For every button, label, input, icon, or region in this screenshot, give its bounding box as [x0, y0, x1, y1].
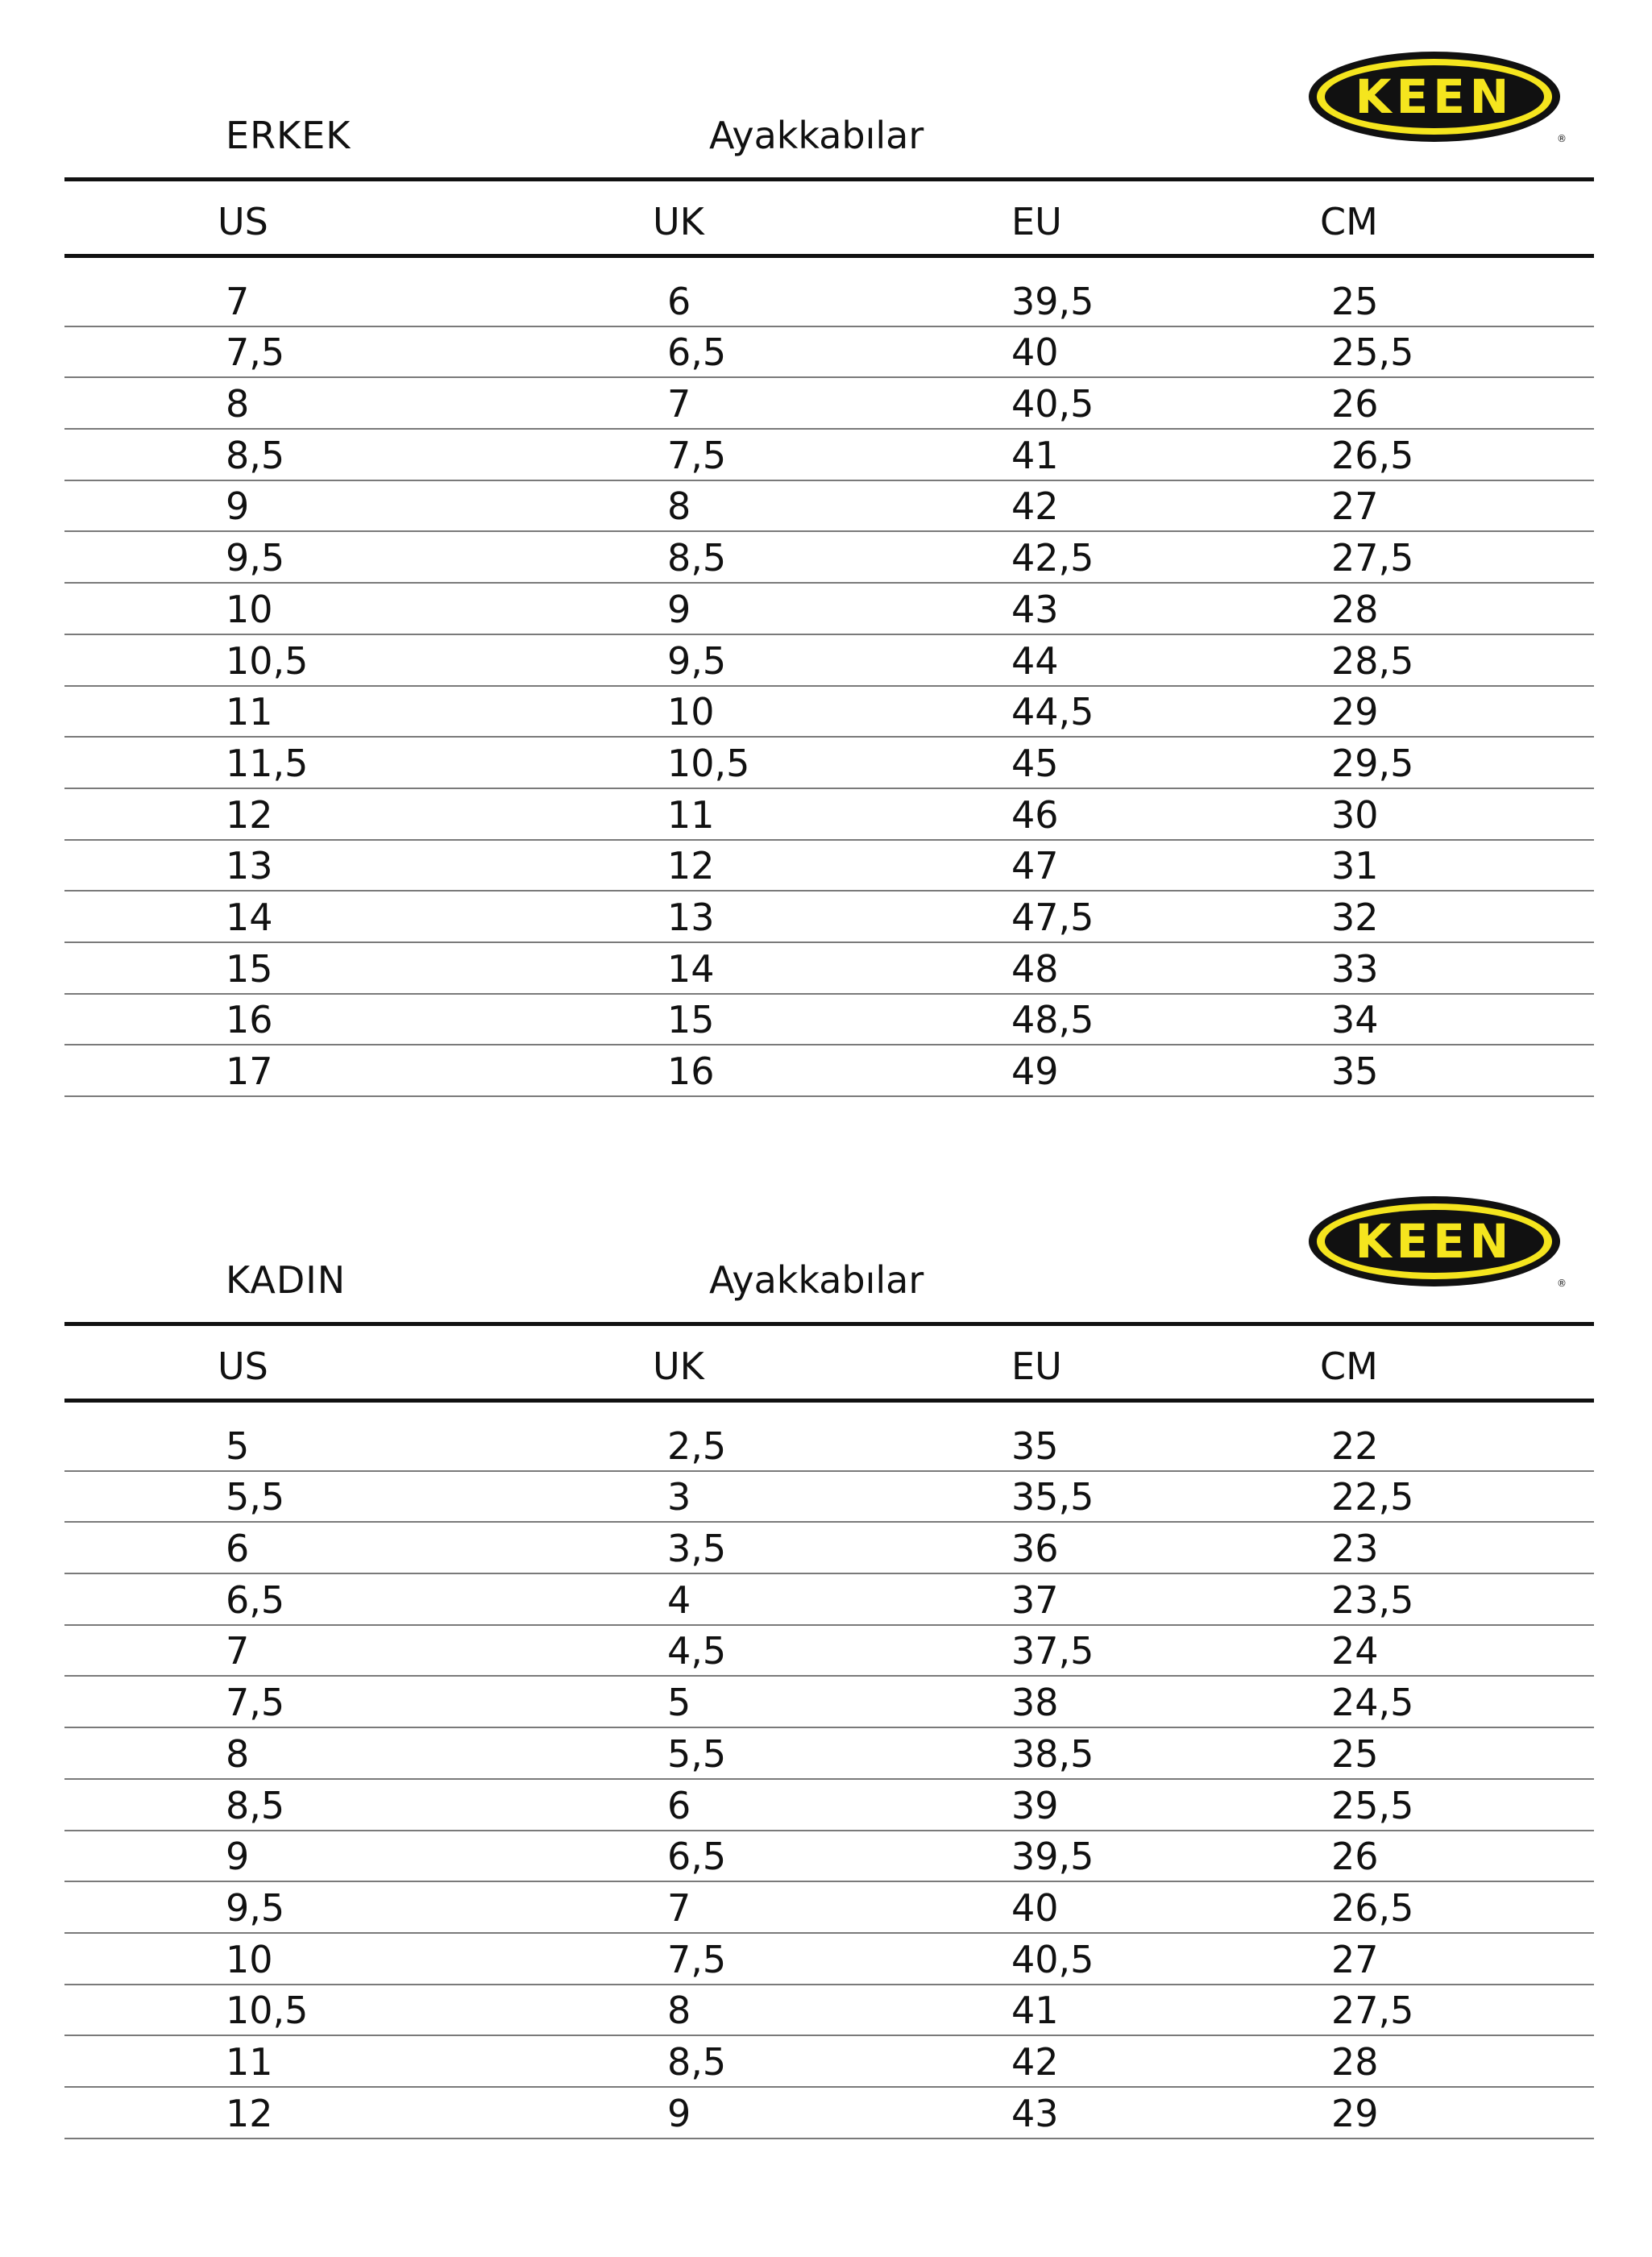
- cell-us: 8,5: [226, 1783, 285, 1827]
- header-us: US: [218, 200, 268, 243]
- cell-cm: 27: [1331, 1937, 1379, 1981]
- table-row: [64, 687, 1594, 738]
- table-row: [64, 1677, 1594, 1728]
- cell-eu: 41: [1011, 433, 1059, 477]
- table-row: [64, 1882, 1594, 1934]
- cell-cm: 23: [1331, 1527, 1379, 1571]
- table-row: [64, 327, 1594, 379]
- table-row: [64, 1045, 1594, 1097]
- cell-eu: 46: [1011, 792, 1059, 837]
- cell-uk: 3,5: [667, 1527, 727, 1571]
- cell-cm: 28: [1331, 2039, 1379, 2084]
- cell-us: 7,5: [226, 1681, 285, 1725]
- table-row: [64, 532, 1594, 584]
- table-row: [64, 635, 1594, 687]
- top-rule: [64, 1322, 1594, 1326]
- table-row: [64, 1472, 1594, 1523]
- cell-cm: 26: [1331, 1835, 1379, 1879]
- cell-eu: 47,5: [1011, 895, 1094, 939]
- table-row: [64, 738, 1594, 789]
- cell-uk: 8: [667, 1989, 691, 2033]
- cell-cm: 33: [1331, 946, 1379, 991]
- cell-us: 17: [226, 1050, 273, 1093]
- cell-eu: 43: [1011, 587, 1059, 631]
- table-row: [64, 789, 1594, 841]
- cell-uk: 6: [667, 279, 691, 323]
- table-header: [64, 1338, 1594, 1395]
- size-table-body: [64, 276, 1594, 1097]
- table-row: [64, 2088, 1594, 2139]
- cell-us: 10,5: [226, 638, 309, 683]
- table-row: [64, 276, 1594, 327]
- cell-eu: 44: [1011, 638, 1059, 683]
- cell-uk: 14: [667, 946, 715, 991]
- cell-us: 9: [226, 484, 250, 529]
- svg-text:®: ®: [1557, 1278, 1567, 1289]
- cell-uk: 8,5: [667, 2039, 727, 2084]
- cell-cm: 25: [1331, 279, 1379, 323]
- gender-label: KADIN: [226, 1258, 347, 1302]
- cell-uk: 5: [667, 1681, 691, 1725]
- cell-uk: 7,5: [667, 433, 727, 477]
- cell-us: 8: [226, 382, 250, 426]
- keen-logo-icon: [1305, 48, 1567, 145]
- cell-us: 5,5: [226, 1475, 285, 1519]
- cell-uk: 8: [667, 484, 691, 529]
- cell-eu: 44,5: [1011, 690, 1094, 734]
- cell-us: 10: [226, 587, 273, 631]
- cell-uk: 7: [667, 1885, 691, 1930]
- table-header: [64, 193, 1594, 250]
- cell-cm: 27,5: [1331, 536, 1414, 580]
- cell-cm: 27,5: [1331, 1989, 1414, 2033]
- cell-eu: 40: [1011, 330, 1059, 375]
- header-cm: CM: [1320, 1345, 1378, 1388]
- cell-eu: 36: [1011, 1527, 1059, 1571]
- table-row: [64, 1780, 1594, 1831]
- cell-cm: 27: [1331, 484, 1379, 529]
- table-row: [64, 1626, 1594, 1677]
- cell-eu: 48,5: [1011, 998, 1094, 1042]
- table-row: [64, 430, 1594, 481]
- cell-eu: 40,5: [1011, 1937, 1094, 1981]
- cell-cm: 29: [1331, 2091, 1379, 2135]
- cell-us: 10,5: [226, 1989, 309, 2033]
- cell-uk: 10: [667, 690, 715, 734]
- cell-cm: 24: [1331, 1629, 1379, 1673]
- cell-eu: 40,5: [1011, 382, 1094, 426]
- table-row: [64, 1574, 1594, 1626]
- cell-cm: 30: [1331, 792, 1379, 837]
- cell-us: 16: [226, 998, 273, 1042]
- cell-eu: 37,5: [1011, 1629, 1094, 1673]
- cell-eu: 42: [1011, 2039, 1059, 2084]
- cell-eu: 39,5: [1011, 279, 1094, 323]
- cell-us: 9: [226, 1835, 250, 1879]
- cell-us: 10: [226, 1937, 273, 1981]
- cell-eu: 35,5: [1011, 1475, 1094, 1519]
- cell-us: 5: [226, 1424, 250, 1468]
- cell-cm: 29,5: [1331, 741, 1414, 785]
- table-row: [64, 1831, 1594, 1883]
- svg-text:®: ®: [1557, 133, 1567, 144]
- cell-eu: 48: [1011, 946, 1059, 991]
- keen-logo: [1305, 1193, 1567, 1290]
- table-row: [64, 1420, 1594, 1472]
- cell-uk: 11: [667, 792, 715, 837]
- cell-us: 12: [226, 2091, 273, 2135]
- cell-eu: 39: [1011, 1783, 1059, 1827]
- cell-uk: 7: [667, 382, 691, 426]
- cell-eu: 37: [1011, 1577, 1059, 1622]
- cell-cm: 26: [1331, 382, 1379, 426]
- cell-us: 11: [226, 690, 273, 734]
- cell-us: 15: [226, 946, 273, 991]
- cell-uk: 8,5: [667, 536, 727, 580]
- logo-text: KEEN: [1355, 1214, 1514, 1269]
- cell-us: 8,5: [226, 433, 285, 477]
- cell-cm: 35: [1331, 1050, 1379, 1093]
- cell-uk: 9: [667, 2091, 691, 2135]
- cell-uk: 16: [667, 1050, 715, 1093]
- cell-uk: 9: [667, 587, 691, 631]
- table-row: [64, 1934, 1594, 1985]
- table-row: [64, 1728, 1594, 1780]
- cell-uk: 5,5: [667, 1731, 727, 1776]
- cell-cm: 26,5: [1331, 433, 1414, 477]
- cell-cm: 25,5: [1331, 1783, 1414, 1827]
- top-rule: [64, 177, 1594, 181]
- cell-us: 13: [226, 844, 273, 888]
- cell-us: 7: [226, 279, 250, 323]
- header-rule: [64, 1399, 1594, 1403]
- cell-us: 14: [226, 895, 273, 939]
- table-row: [64, 995, 1594, 1046]
- cell-uk: 4,5: [667, 1629, 727, 1673]
- logo-text: KEEN: [1355, 69, 1514, 124]
- table-row: [64, 1523, 1594, 1574]
- cell-cm: 25,5: [1331, 330, 1414, 375]
- cell-uk: 6,5: [667, 330, 727, 375]
- category-label: Ayakkabılar: [709, 114, 924, 157]
- cell-eu: 47: [1011, 844, 1059, 888]
- cell-cm: 32: [1331, 895, 1379, 939]
- cell-cm: 24,5: [1331, 1681, 1414, 1725]
- keen-logo: [1305, 48, 1567, 145]
- header-uk: UK: [653, 200, 704, 243]
- cell-cm: 28,5: [1331, 638, 1414, 683]
- table-row: [64, 481, 1594, 533]
- cell-uk: 10,5: [667, 741, 750, 785]
- cell-us: 6,5: [226, 1577, 285, 1622]
- cell-uk: 15: [667, 998, 715, 1042]
- cell-cm: 22: [1331, 1424, 1379, 1468]
- cell-eu: 40: [1011, 1885, 1059, 1930]
- cell-eu: 45: [1011, 741, 1059, 785]
- cell-eu: 43: [1011, 2091, 1059, 2135]
- cell-cm: 34: [1331, 998, 1379, 1042]
- table-row: [64, 1985, 1594, 2037]
- keen-logo-icon: [1305, 1193, 1567, 1290]
- cell-eu: 41: [1011, 1989, 1059, 2033]
- table-row: [64, 841, 1594, 892]
- table-row: [64, 584, 1594, 635]
- cell-uk: 6,5: [667, 1835, 727, 1879]
- cell-cm: 23,5: [1331, 1577, 1414, 1622]
- header-uk: UK: [653, 1345, 704, 1388]
- cell-cm: 29: [1331, 690, 1379, 734]
- cell-eu: 38,5: [1011, 1731, 1094, 1776]
- header-cm: CM: [1320, 200, 1378, 243]
- gender-label: ERKEK: [226, 114, 351, 157]
- cell-eu: 35: [1011, 1424, 1059, 1468]
- cell-cm: 26,5: [1331, 1885, 1414, 1930]
- category-label: Ayakkabılar: [709, 1258, 924, 1302]
- cell-eu: 42: [1011, 484, 1059, 529]
- cell-us: 11,5: [226, 741, 309, 785]
- table-row: [64, 892, 1594, 943]
- cell-us: 6: [226, 1527, 250, 1571]
- cell-eu: 38: [1011, 1681, 1059, 1725]
- cell-us: 7: [226, 1629, 250, 1673]
- table-row: [64, 2036, 1594, 2088]
- cell-us: 7,5: [226, 330, 285, 375]
- header-us: US: [218, 1345, 268, 1388]
- cell-uk: 13: [667, 895, 715, 939]
- cell-uk: 2,5: [667, 1424, 727, 1468]
- cell-us: 11: [226, 2039, 273, 2084]
- header-eu: EU: [1011, 200, 1062, 243]
- cell-us: 8: [226, 1731, 250, 1776]
- cell-us: 9,5: [226, 1885, 285, 1930]
- header-rule: [64, 254, 1594, 258]
- cell-uk: 6: [667, 1783, 691, 1827]
- cell-cm: 25: [1331, 1731, 1379, 1776]
- header-eu: EU: [1011, 1345, 1062, 1388]
- cell-eu: 39,5: [1011, 1835, 1094, 1879]
- table-row: [64, 378, 1594, 430]
- cell-uk: 9,5: [667, 638, 727, 683]
- cell-uk: 7,5: [667, 1937, 727, 1981]
- cell-cm: 28: [1331, 587, 1379, 631]
- cell-eu: 49: [1011, 1050, 1059, 1093]
- cell-uk: 3: [667, 1475, 691, 1519]
- cell-us: 9,5: [226, 536, 285, 580]
- cell-cm: 22,5: [1331, 1475, 1414, 1519]
- cell-uk: 4: [667, 1577, 691, 1622]
- cell-us: 12: [226, 792, 273, 837]
- cell-cm: 31: [1331, 844, 1379, 888]
- size-table-body: [64, 1420, 1594, 2139]
- cell-uk: 12: [667, 844, 715, 888]
- cell-eu: 42,5: [1011, 536, 1094, 580]
- table-row: [64, 943, 1594, 995]
